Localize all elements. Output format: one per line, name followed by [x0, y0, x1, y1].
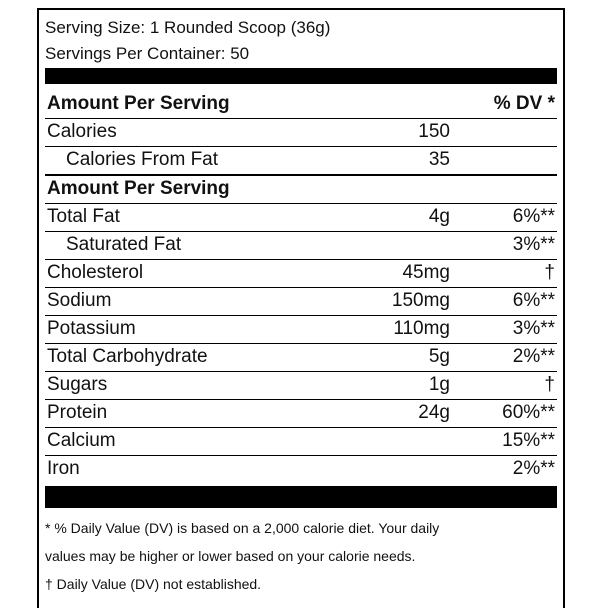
calories-from-fat-label: Calories From Fat [66, 149, 219, 170]
nutrient-dv: 2%** [512, 346, 555, 367]
nutrient-name: Iron [47, 458, 80, 479]
calories-label: Calories [47, 121, 117, 142]
nutrient-row [45, 343, 557, 372]
dv-heading: % DV * [493, 93, 555, 114]
footnote-dv-basis: * % Daily Value (DV) is based on a 2,000 calorie diet. Your daily [45, 520, 440, 536]
nutrient-dv: 3%** [512, 318, 555, 339]
nutrient-name: Saturated Fat [66, 234, 182, 255]
nutrient-name: Sodium [47, 290, 112, 311]
nutrient-row [45, 427, 557, 456]
nutrient-name: Potassium [47, 318, 136, 339]
nutrient-dv: 6%** [512, 206, 555, 227]
nutrient-dv: 3%** [512, 234, 555, 255]
nutrient-amount: 45mg [402, 262, 450, 283]
nutrient-row [45, 455, 557, 483]
calories-row [45, 118, 557, 147]
calories-from-fat-row [45, 146, 557, 174]
nutrient-name: Cholesterol [47, 262, 144, 283]
calories-from-fat-value: 35 [428, 149, 450, 170]
nutrient-name: Total Fat [47, 206, 120, 227]
nutrient-amount: 4g [428, 206, 450, 227]
footnote-dagger: † Daily Value (DV) not established. [45, 576, 262, 592]
servings-per-container: Servings Per Container: 50 [45, 44, 250, 63]
nutrient-name: Calcium [47, 430, 116, 451]
serving-size: Serving Size: 1 Rounded Scoop (36g) [45, 18, 331, 37]
nutrient-dv: 15%** [502, 430, 555, 451]
thick-divider-top [45, 68, 557, 84]
nutrient-amount: 24g [418, 402, 450, 423]
nutrient-dv: † [544, 262, 555, 283]
nutrient-amount: 110mg [393, 318, 450, 339]
nutrient-row [45, 259, 557, 288]
nutrient-row [45, 399, 557, 428]
nutrient-dv: 2%** [512, 458, 555, 479]
nutrient-amount: 5g [428, 346, 450, 367]
subheader-row [45, 175, 557, 204]
nutrient-row [45, 315, 557, 344]
nutrition-facts-panel [37, 8, 565, 608]
nutrient-row [45, 371, 557, 400]
header-row [45, 90, 557, 119]
nutrient-row [45, 203, 557, 232]
nutrient-amount: 150mg [391, 290, 450, 311]
nutrient-dv: † [544, 374, 555, 395]
nutrient-dv: 60%** [502, 402, 555, 423]
nutrient-name: Total Carbohydrate [47, 346, 208, 367]
nutrient-dv: 6%** [512, 290, 555, 311]
nutrient-row [45, 287, 557, 316]
nutrient-amount: 1g [428, 374, 450, 395]
footnotes [45, 514, 559, 598]
calories-value: 150 [418, 121, 450, 142]
amount-per-serving-heading: Amount Per Serving [47, 93, 230, 114]
nutrient-name: Sugars [47, 374, 108, 395]
amount-per-serving-subheading: Amount Per Serving [47, 178, 230, 199]
footnote-dv-variance: values may be higher or lower based on your calorie needs. [45, 548, 416, 564]
nutrient-name: Protein [47, 402, 108, 423]
nutrient-row [45, 231, 557, 260]
thick-divider-bottom [45, 486, 557, 508]
